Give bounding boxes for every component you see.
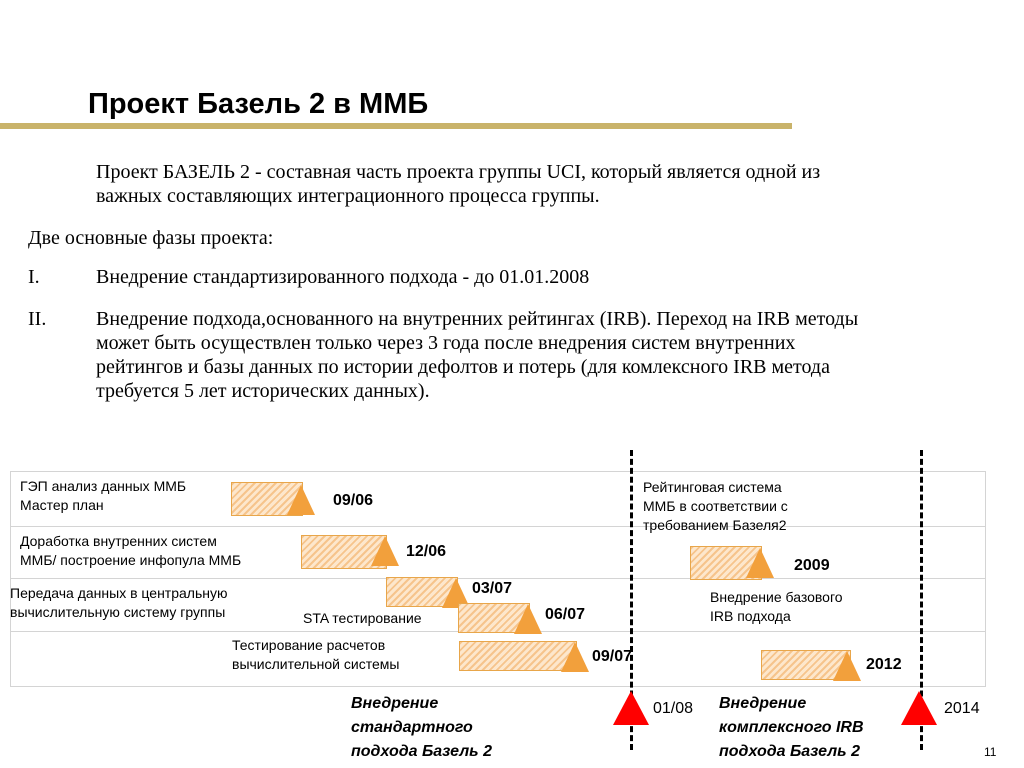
orange-triangle-icon xyxy=(746,548,774,578)
milestone-label-line: стандартного xyxy=(351,719,473,736)
task-date: 2012 xyxy=(866,656,902,673)
intro-line: важных составляющих интеграционного процесса группы. xyxy=(96,185,600,207)
task-label-line: Внедрение базового xyxy=(710,589,843,605)
task-label-line: Мастер план xyxy=(20,497,104,513)
phase-line: рейтингов и базы данных по истории дефолтов и потерь (для комлексного IRB метода xyxy=(96,356,830,378)
milestone-label-line: Внедрение xyxy=(351,695,439,712)
phases-heading: Две основные фазы проекта: xyxy=(28,227,274,249)
milestone-label-line: подхода Базель 2 xyxy=(351,743,493,760)
task-label xyxy=(643,478,788,535)
phase-line: Внедрение подхода,основанного на внутренних рейтингах (IRB). Переход на IRB методы xyxy=(96,308,859,330)
task-label-line: Тестирование расчетов xyxy=(232,637,386,653)
milestone-date: 2014 xyxy=(944,700,980,717)
task-label-line: требованием Базеля2 xyxy=(643,517,787,533)
phase-text: Внедрение стандартизированного подхода - до 01.01.2008 xyxy=(96,266,590,288)
task-date: 2009 xyxy=(794,557,830,574)
task-label: STA тестирование xyxy=(303,610,422,626)
task-label-line: IRB подхода xyxy=(710,608,791,624)
task-label xyxy=(232,636,399,674)
page-title: Проект Базель 2 в ММБ xyxy=(88,88,429,120)
task-label-line: Передача данных в центральную xyxy=(10,585,228,601)
milestone-label-line: Внедрение xyxy=(719,695,807,712)
task-label-line: ММБ/ построение инфопула ММБ xyxy=(20,552,242,568)
orange-triangle-icon xyxy=(287,485,315,515)
task-bar xyxy=(459,641,577,671)
grid-line xyxy=(985,471,986,687)
grid-line xyxy=(10,578,985,579)
red-triangle-icon xyxy=(901,691,937,725)
task-date: 09/06 xyxy=(333,492,374,509)
task-date: 06/07 xyxy=(545,606,586,623)
orange-triangle-icon xyxy=(561,642,589,672)
task-label xyxy=(20,477,186,515)
phase-line: может быть осуществлен только через 3 года после внедрения систем внутренних xyxy=(96,332,796,354)
phase-line: требуется 5 лет исторических данных). xyxy=(96,380,430,402)
milestone-label xyxy=(351,692,492,764)
task-date: 03/07 xyxy=(472,580,513,597)
milestone-label-line: комплексного IRB xyxy=(719,719,864,736)
grid-line xyxy=(10,686,985,687)
task-label xyxy=(10,584,228,622)
task-label-line: Доработка внутренних систем xyxy=(20,533,217,549)
task-label xyxy=(20,532,241,570)
phase-text xyxy=(96,307,858,403)
red-triangle-icon xyxy=(613,691,649,725)
task-label-line: ММБ в соответствии с xyxy=(643,498,788,514)
intro-paragraph xyxy=(96,160,820,208)
task-date: 09/07 xyxy=(592,648,633,665)
task-label-line: вычислительной системы xyxy=(232,656,400,672)
task-label-line: ГЭП анализ данных ММБ xyxy=(20,478,187,494)
grid-line xyxy=(10,526,985,527)
task-label-line: вычислительную систему группы xyxy=(10,604,226,620)
grid-line xyxy=(10,471,985,472)
phase-number: I. xyxy=(28,266,40,288)
orange-triangle-icon xyxy=(833,651,861,681)
phase-number: II. xyxy=(28,308,47,330)
title-underline xyxy=(0,123,792,129)
page-number: 11 xyxy=(984,745,997,759)
grid-line xyxy=(10,471,11,687)
task-label xyxy=(710,588,843,626)
intro-line: Проект БАЗЕЛЬ 2 - составная часть проекта группы UCI, который является одной из xyxy=(96,161,821,183)
milestone-label-line: подхода Базель 2 xyxy=(719,743,861,760)
task-label-line: Рейтинговая система xyxy=(643,479,782,495)
task-date: 12/06 xyxy=(406,543,447,560)
orange-triangle-icon xyxy=(514,604,542,634)
milestone-label xyxy=(719,692,864,764)
orange-triangle-icon xyxy=(371,536,399,566)
milestone-date: 01/08 xyxy=(653,700,694,717)
